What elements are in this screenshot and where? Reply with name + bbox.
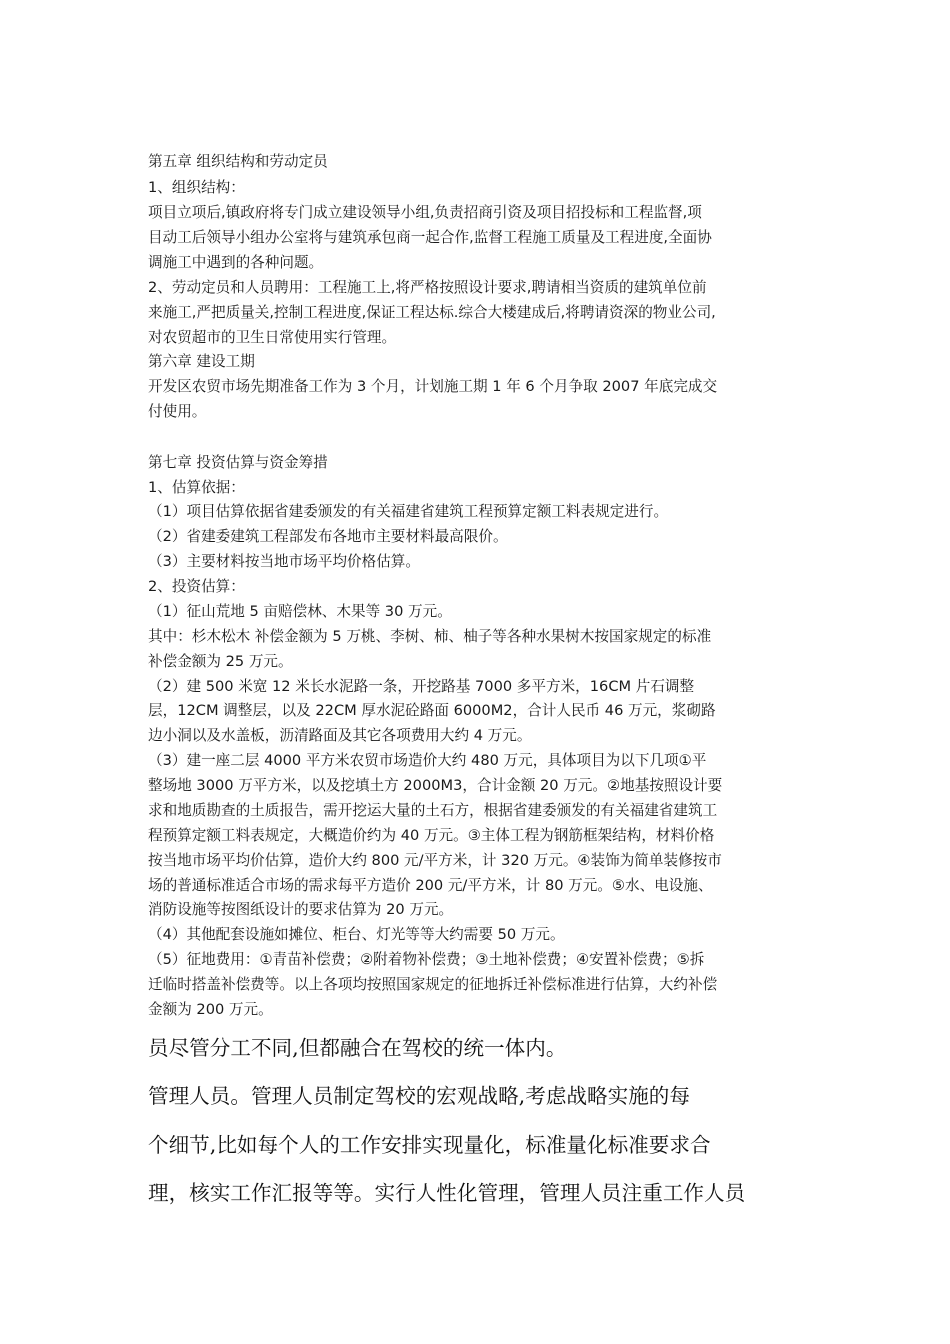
paragraph-line: 补偿金额为 25 万元。 (148, 653, 293, 670)
section-heading: 1、组织结构： (148, 179, 245, 196)
paragraph-line: 求和地质勘查的土质报告，需开挖运大量的土石方，根据省建委颁发的有关福建省建筑工 (148, 802, 718, 819)
section-heading: 1、估算依据： (148, 479, 245, 496)
paragraph-line: 对农贸超市的卫生日常使用实行管理。 (148, 329, 397, 346)
large-text-line: 员尽管分工不同,但都融合在驾校的统一体内。 (148, 1036, 567, 1060)
paragraph-line: 边小洞以及水盖板，沥清路面及其它各项费用大约 4 万元。 (148, 727, 532, 744)
paragraph-line: （2）省建委建筑工程部发布各地市主要材料最高限价。 (148, 528, 508, 545)
paragraph-line: 按当地市场平均价估算，造价大约 800 元/平方米，计 320 万元。④装饰为简单装修按市 (148, 852, 722, 869)
paragraph-line: 其中：杉木松木 补偿金额为 5 万桃、李树、柿、柚子等各种水果树木按国家规定的标准 (148, 628, 712, 645)
paragraph-line: 2、劳动定员和人员聘用：工程施工上,将严格按照设计要求,聘请相当资质的建筑单位前 (148, 279, 707, 296)
chapter-seven-heading: 第七章 投资估算与资金筹措 (148, 454, 328, 471)
paragraph-line: 来施工,严把质量关,控制工程进度,保证工程达标.综合大楼建成后,将聘请资深的物业公司, (148, 304, 716, 321)
paragraph-line: 场的普通标准适合市场的需求每平方造价 200 元/平方米，计 80 万元。⑤水、电设施、 (148, 877, 713, 894)
paragraph-line: 开发区农贸市场先期准备工作为 3 个月，计划施工期 1 年 6 个月争取 2007 年底完成交 (148, 378, 718, 395)
paragraph-line: （3）主要材料按当地市场平均价格估算。 (148, 553, 420, 570)
section-heading: 2、投资估算： (148, 578, 245, 595)
paragraph-line: 层，12CM 调整层，以及 22CM 厚水泥砼路面 6000M2，合计人民币 46 万元，浆砌路 (148, 702, 716, 719)
large-text-line: 个细节,比如每个人的工作安排实现量化，标准量化标准要求合 (148, 1133, 711, 1157)
paragraph-line: （1）项目估算依据省建委颁发的有关福建省建筑工程预算定额工料表规定进行。 (148, 503, 669, 520)
paragraph-line: 付使用。 (148, 403, 207, 420)
large-text-line: 管理人员。管理人员制定驾校的宏观战略,考虑战略实施的每 (148, 1084, 690, 1108)
paragraph-line: （5）征地费用：①青苗补偿费；②附着物补偿费；③土地补偿费；④安置补偿费；⑤拆 (148, 951, 705, 968)
paragraph-line: 调施工中遇到的各种问题。 (148, 254, 324, 271)
paragraph-line: 项目立项后,镇政府将专门成立建设领导小组,负责招商引资及项目招投标和工程监督,项 (148, 204, 702, 221)
chapter-six-heading: 第六章 建设工期 (148, 353, 255, 370)
paragraph-line: 金额为 200 万元。 (148, 1001, 273, 1018)
paragraph-line: （4）其他配套设施如摊位、柜台、灯光等等大约需要 50 万元。 (148, 926, 565, 943)
paragraph-line: （3）建一座二层 4000 平方米农贸市场造价大约 480 万元，具体项目为以下几项①平 (148, 752, 707, 769)
paragraph-line: （2）建 500 米宽 12 米长水泥路一条，开挖路基 7000 多平方米，16CM 片石调整 (148, 678, 695, 695)
large-text-line: 理，核实工作汇报等等。实行人性化管理，管理人员注重工作人员 (148, 1181, 746, 1205)
paragraph-line: 程预算定额工料表规定，大概造价约为 40 万元。③主体工程为钢筋框架结构，材料价格 (148, 827, 715, 844)
chapter-five-heading: 第五章 组织结构和劳动定员 (148, 153, 328, 170)
paragraph-line: 消防设施等按图纸设计的要求估算为 20 万元。 (148, 901, 454, 918)
paragraph-line: （1）征山荒地 5 亩赔偿林、木果等 30 万元。 (148, 603, 452, 620)
paragraph-line: 目动工后领导小组办公室将与建筑承包商一起合作,监督工程施工质量及工程进度,全面协 (148, 229, 712, 246)
paragraph-line: 整场地 3000 万平方米，以及挖填土方 2000M3，合计金额 20 万元。②地基按照设计要 (148, 777, 723, 794)
paragraph-line: 迁临时搭盖补偿费等。以上各项均按照国家规定的征地拆迁补偿标准进行估算，大约补偿 (148, 976, 718, 993)
